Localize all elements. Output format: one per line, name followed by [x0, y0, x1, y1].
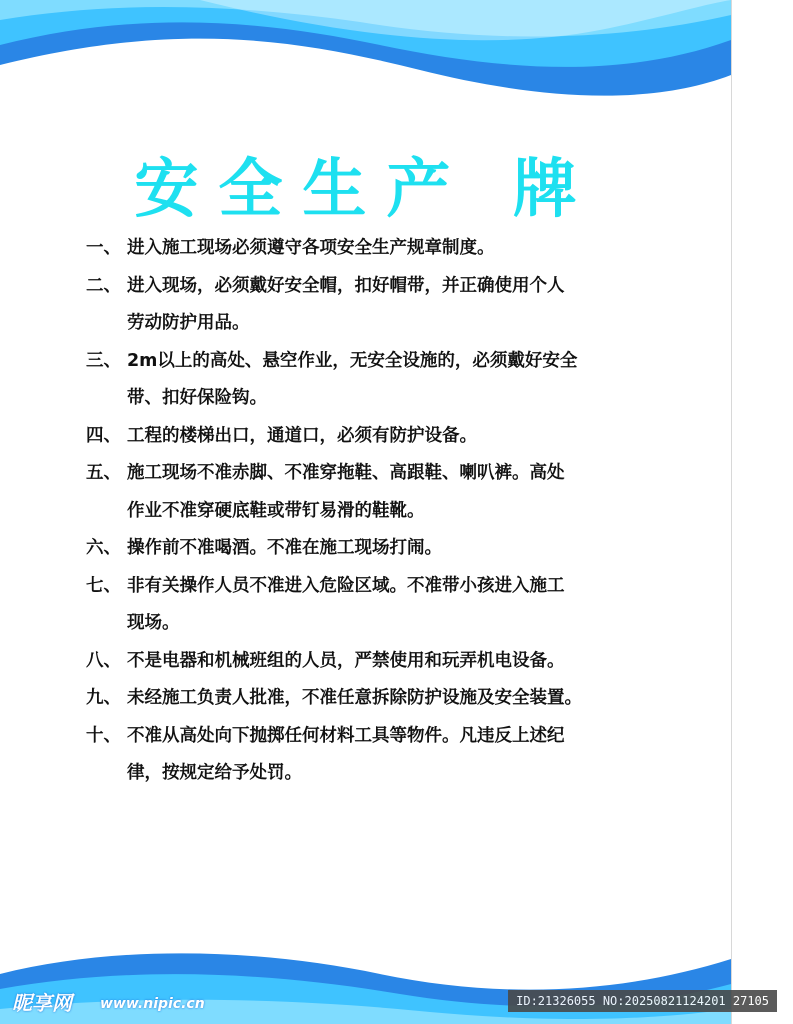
- watermark-url: www.nipic.cn: [100, 996, 205, 1012]
- top-wave-decoration: [0, 0, 731, 110]
- rule-text-continued: 现场。: [127, 613, 180, 633]
- rule-number: 六、: [86, 538, 121, 558]
- image-id-stamp: ID:21326055 NO:20250821124201 27105: [508, 990, 777, 1012]
- rule-number: 八、: [86, 650, 121, 671]
- rule-text: 不是电器和机械班组的人员，严禁使用和玩弄机电设备。: [127, 650, 565, 671]
- rule-text-continued: 带、扣好保险钩。: [127, 388, 267, 408]
- rules-list: [86, 230, 686, 793]
- rule-number: 五、: [86, 463, 121, 483]
- rule-text: 非有关操作人员不准进入危险区域。不准带小孩进入施工: [127, 575, 565, 596]
- rule-text: 2m以上的高处、悬空作业，无安全设施的，必须戴好安全: [127, 350, 578, 371]
- rule-text: 进入施工现场必须遵守各项安全生产规章制度。: [127, 238, 495, 258]
- rule-text-continued: 律，按规定给予处罚。: [127, 763, 302, 783]
- rule-number: 四、: [86, 425, 121, 446]
- rule-text: 工程的楼梯出口，通道口，必须有防护设备。: [127, 425, 477, 446]
- rule-text: 进入现场，必须戴好安全帽，扣好帽带，并正确使用个人: [127, 275, 565, 296]
- rule-text: 未经施工负责人批准，不准任意拆除防护设施及安全装置。: [127, 688, 582, 708]
- rule-item-4: [86, 418, 686, 456]
- rule-number: 七、: [86, 575, 121, 596]
- rule-item-1: [86, 230, 686, 268]
- rule-text-continued: 劳动防护用品。: [127, 313, 250, 333]
- rule-number: 二、: [86, 275, 121, 296]
- rule-text-continued: 作业不准穿硬底鞋或带钉易滑的鞋靴。: [127, 500, 425, 521]
- rule-text: 施工现场不准赤脚、不准穿拖鞋、高跟鞋、喇叭裤。高处: [127, 463, 565, 483]
- rule-number: 一、: [86, 238, 121, 258]
- rule-number: 三、: [86, 350, 121, 371]
- rule-item-8: [86, 643, 686, 681]
- rule-number: 十、: [86, 725, 121, 746]
- rule-item-2: [86, 268, 686, 343]
- rule-item-5: [86, 455, 686, 530]
- rule-number: 九、: [86, 688, 121, 708]
- rule-item-10: [86, 718, 686, 793]
- sign-title: 安全生产 牌: [134, 153, 597, 227]
- rule-item-6: [86, 530, 686, 568]
- rule-item-7: [86, 568, 686, 643]
- watermark-logo: 昵享网: [12, 991, 72, 1015]
- rule-text: 不准从高处向下抛掷任何材料工具等物件。凡违反上述纪: [127, 725, 565, 746]
- rule-item-3: [86, 343, 686, 418]
- rule-text: 操作前不准喝酒。不准在施工现场打闹。: [127, 538, 442, 558]
- rule-item-9: [86, 680, 686, 718]
